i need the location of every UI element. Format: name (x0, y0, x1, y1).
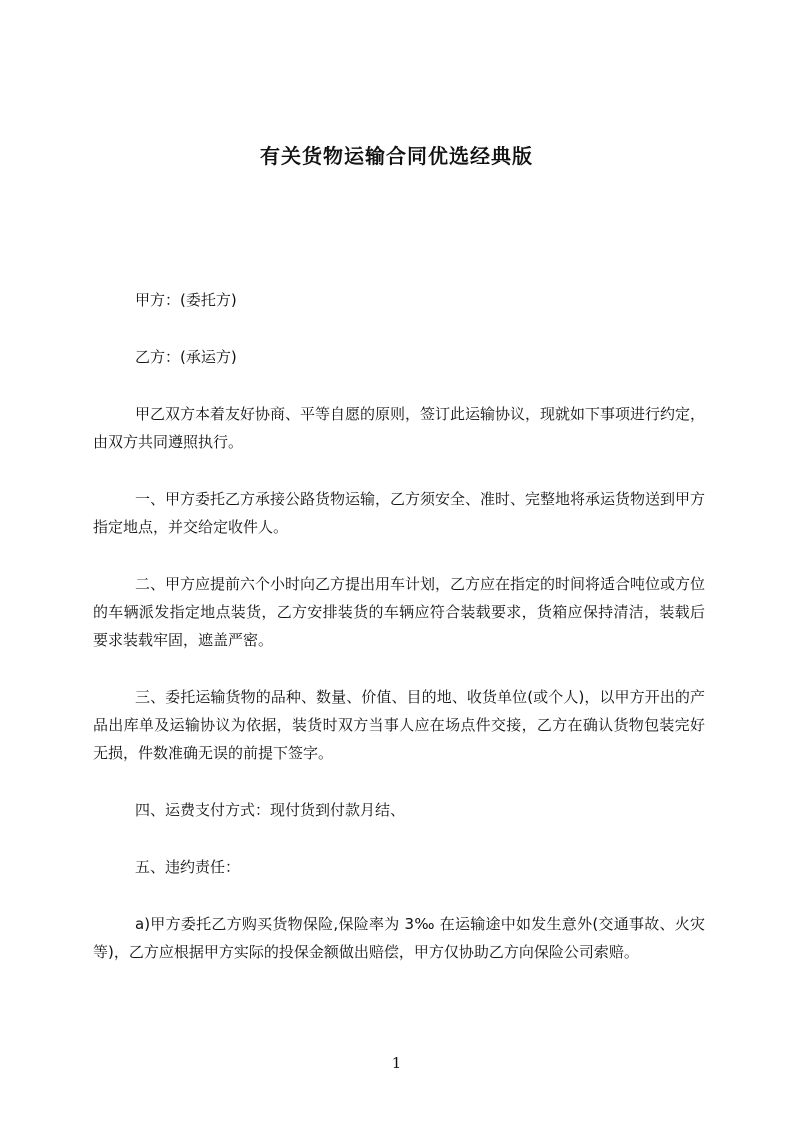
party-a-line: 甲方：(委托方) (135, 291, 237, 309)
document-body (93, 286, 705, 995)
intro-paragraph: 甲乙双方本着友好协商、平等自愿的原则，签订此运输协议，现就如下事项进行约定，由双方共同遵照执行。 (93, 405, 706, 451)
document-title: 有关货物运输合同优选经典版 (260, 144, 533, 168)
clause-5a: a)甲方委托乙方购买货物保险,保险率为 3‰ 在运输途中如发生意外(交通事故、火灾等)，乙方应根据甲方实际的投保金额做出赔偿，甲方仅协助乙方向保险公司索赔。 (93, 915, 705, 961)
clause-3: 三、委托运输货物的品种、数量、价值、目的地、收货单位(或个人)，以甲方开出的产品出库单及运输协议为依据，装货时双方当事人应在场点件交接，乙方在确认货物包装完好无损，件数准确无误的前提下签字。 (93, 688, 705, 762)
clause-4: 四、运费支付方式：现付货到付款月结、 (135, 801, 406, 819)
page-number: 1 (391, 1054, 402, 1072)
clause-1: 一、甲方委托乙方承接公路货物运输，乙方须安全、准时、完整地将承运货物送到甲方指定地点，并交给定收件人。 (93, 490, 706, 536)
party-b-line: 乙方：(承运方) (135, 348, 237, 366)
clause-2: 二、甲方应提前六个小时向乙方提出用车计划，乙方应在指定的时间将适合吨位或方位的车辆派发指定地点装货，乙方安排装货的车辆应符合装载要求，货箱应保持清洁，装载后要求装载牢固，遮盖严密。 (93, 575, 706, 649)
clause-5: 五、违约责任： (135, 858, 241, 876)
